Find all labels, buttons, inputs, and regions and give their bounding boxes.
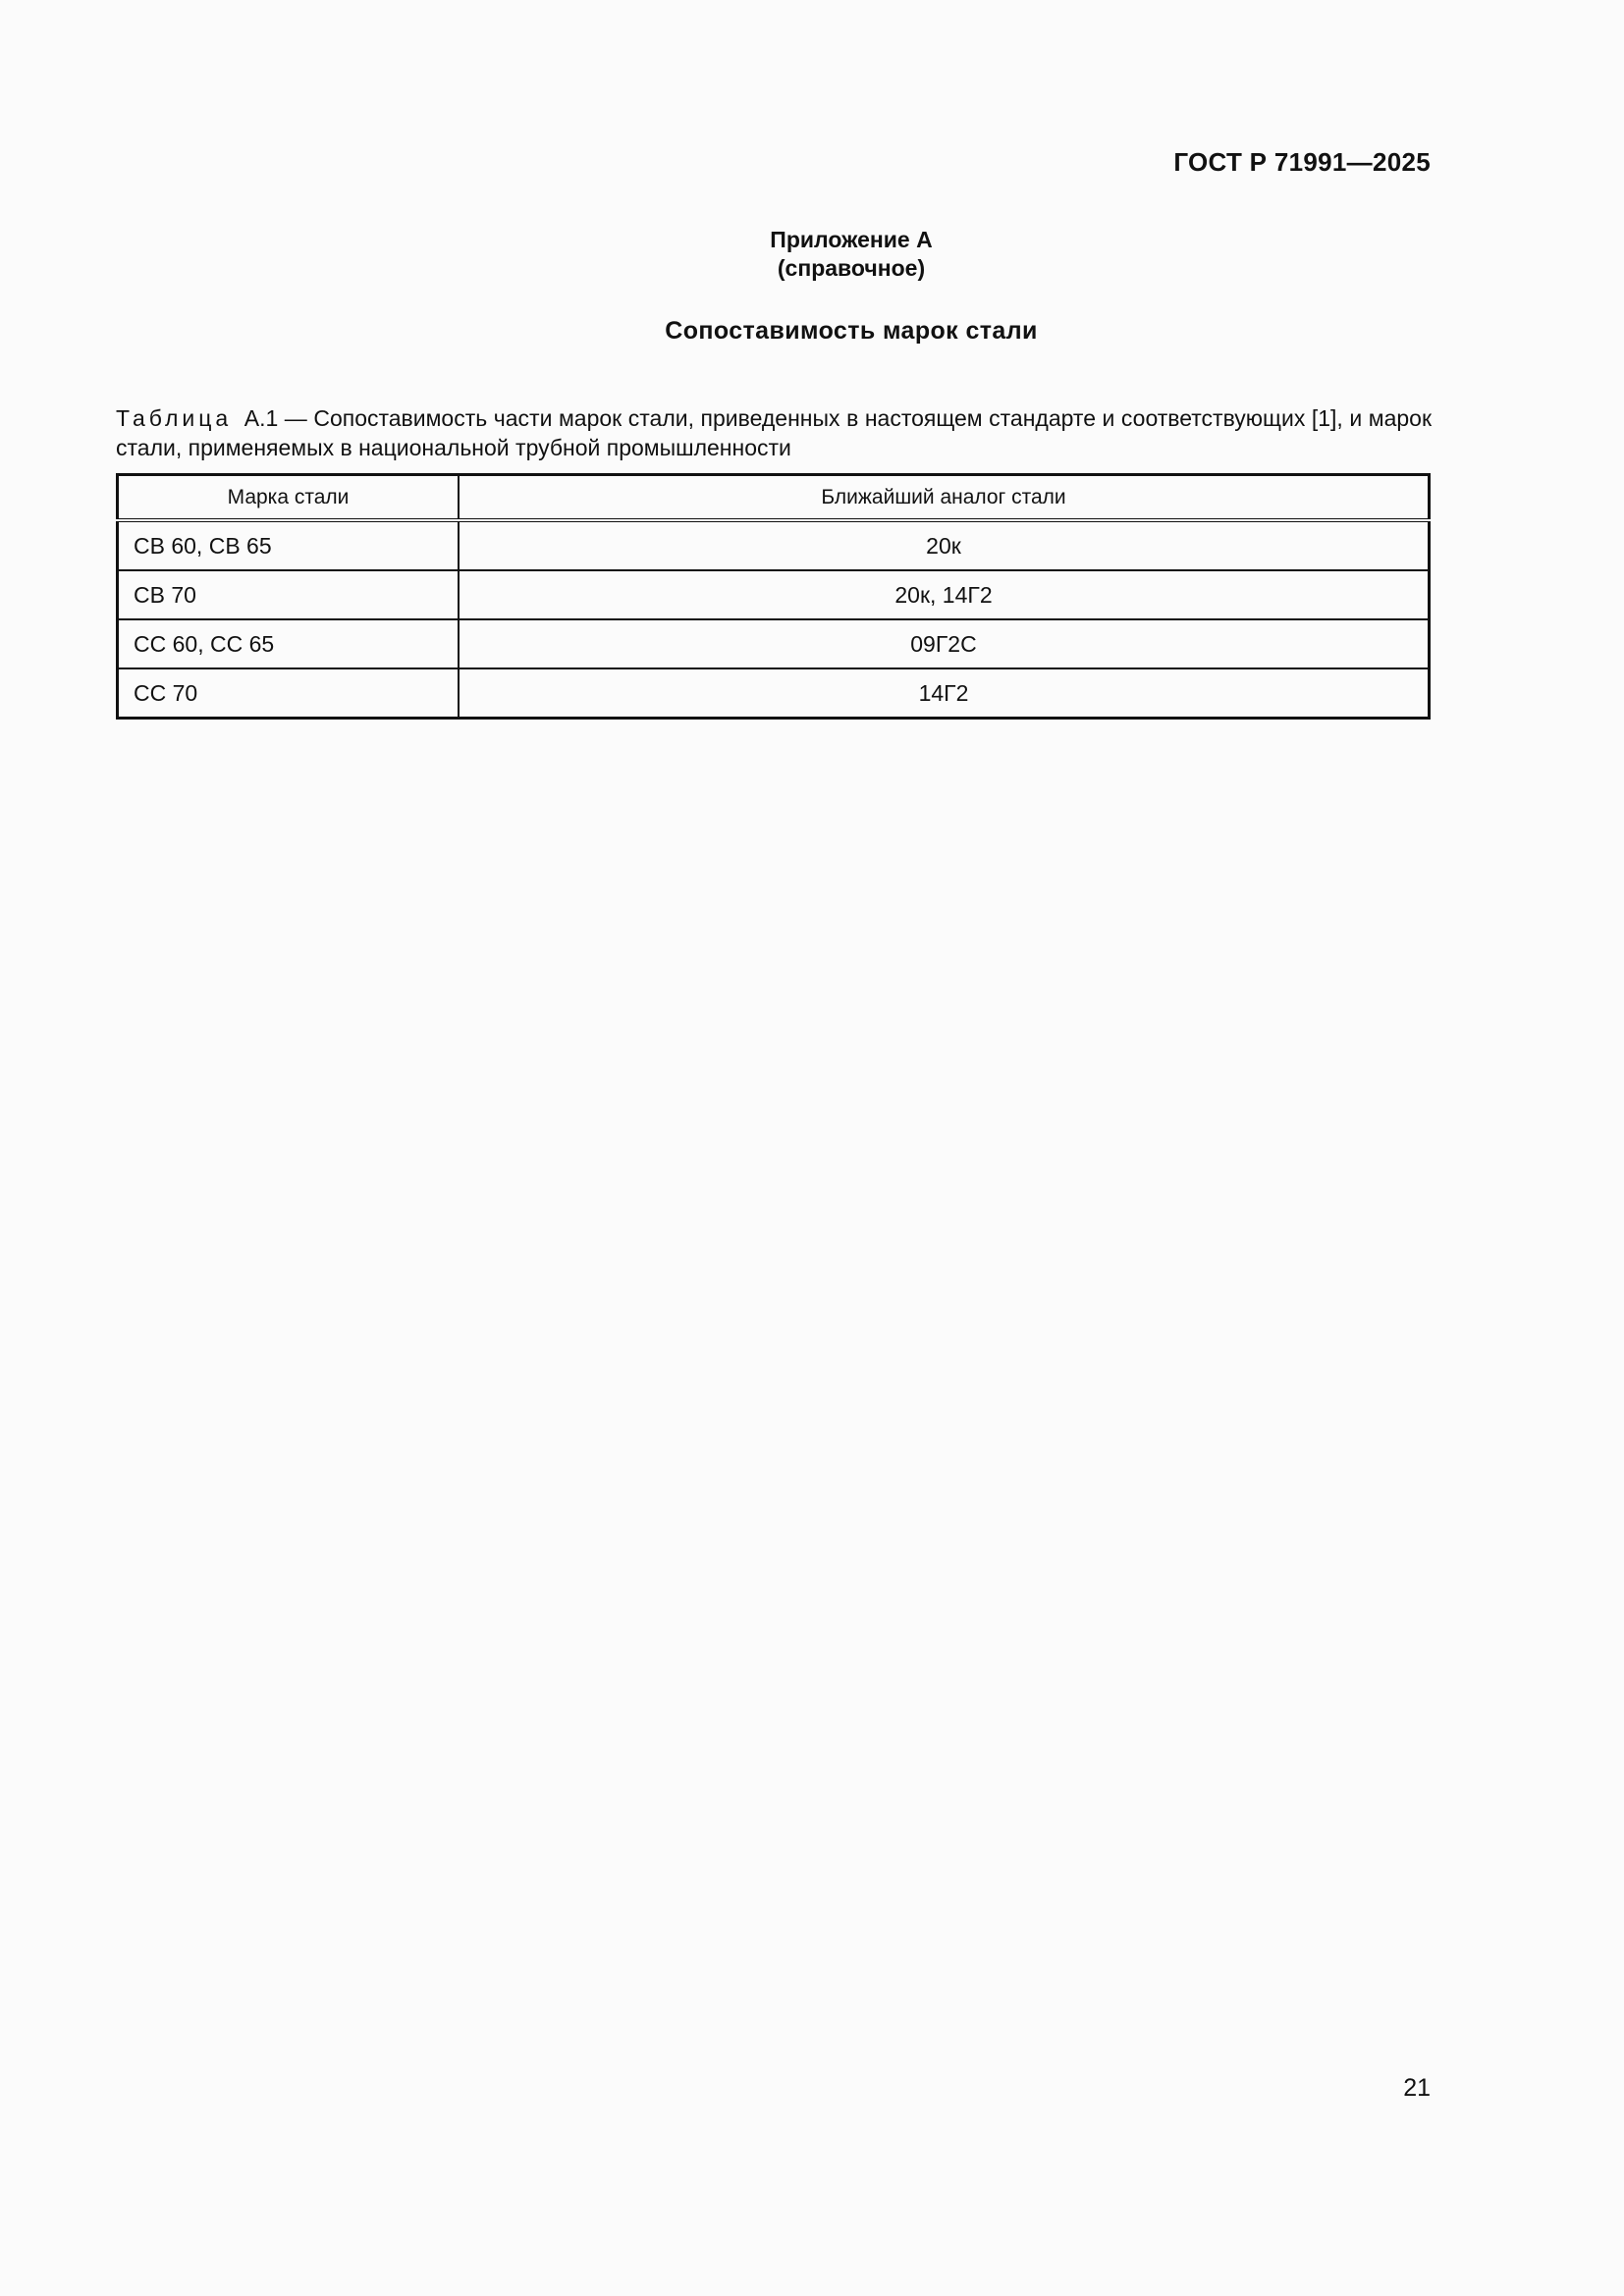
cell-analog: 14Г2 (459, 668, 1430, 719)
column-header-analog: Ближайший аналог стали (459, 475, 1430, 521)
table-caption-text: А.1 — Сопоставимость части марок стали, приведенных в настоящем стандарте и соответствующих [1], и марок стали, применяемых в национальной трубной промышленности (116, 405, 1433, 460)
cell-grade: СВ 60, СВ 65 (118, 520, 460, 570)
cell-analog: 20к (459, 520, 1430, 570)
document-code: ГОСТ Р 71991—2025 (1173, 147, 1431, 177)
table-row (118, 668, 1430, 719)
table-caption (116, 403, 1432, 462)
cell-grade: СС 70 (118, 668, 460, 719)
section-title: Сопоставимость марок стали (665, 317, 1038, 345)
table-header-row (118, 475, 1430, 521)
cell-grade: СВ 70 (118, 570, 460, 619)
cell-analog: 09Г2С (459, 619, 1430, 668)
table-row (118, 520, 1430, 570)
steel-comparison-table (116, 473, 1431, 720)
appendix-title: Приложение А (770, 227, 933, 252)
cell-analog: 20к, 14Г2 (459, 570, 1430, 619)
table-caption-label: Таблица (116, 405, 233, 431)
appendix-subtitle: (справочное) (777, 255, 926, 281)
appendix-heading (0, 226, 1624, 283)
cell-grade: СС 60, СС 65 (118, 619, 460, 668)
table-row (118, 570, 1430, 619)
column-header-grade: Марка стали (118, 475, 460, 521)
table-row (118, 619, 1430, 668)
page-number: 21 (1403, 2074, 1431, 2102)
